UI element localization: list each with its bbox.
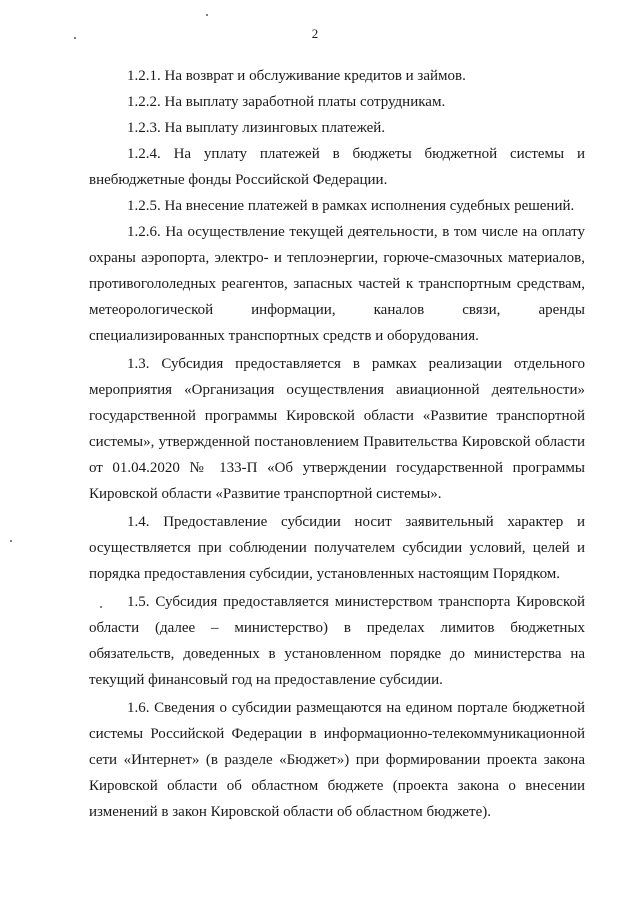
paragraph-1-2-1: 1.2.1. На возврат и обслуживание кредитов и займов. (127, 68, 466, 84)
paragraph-1-2-4: 1.2.4. На уплату платежей в бюджеты бюджетной системы и внебюджетные фонды Российской Федерации. (89, 146, 585, 188)
paragraph-1-2-5: 1.2.5. На внесение платежей в рамках исполнения судебных решений. (127, 198, 575, 214)
paragraph-1-3: 1.3. Субсидия предоставляется в рамках реализации отдельного мероприятия «Организация осуществления авиационной деятельности» государственной программы Кировской области «Развитие транспортной системы», утвержденной постановлением Правительства Кировской области от 01.04.2020 № 133-П «Об утверждении государственной программы Кировской области «Развитие транспортной системы». (89, 356, 585, 502)
paragraph-1-5: 1.5. Субсидия предоставляется министерством транспорта Кировской области (далее – министерство) в пределах лимитов бюджетных обязательств, доведенных в установленном порядке до министерства на текущий финансовый год на предоставление субсидии. (89, 594, 585, 688)
scan-speck (10, 540, 12, 542)
paragraph-1-2-2: 1.2.2. На выплату заработной платы сотрудникам. (127, 94, 446, 110)
paragraph-1-2-3: 1.2.3. На выплату лизинговых платежей. (127, 120, 386, 136)
paragraph-1-2-6: 1.2.6. На осуществление текущей деятельности, в том числе на оплату охраны аэропорта, электро- и теплоэнергии, горюче-смазочных материалов, противогололедных реагентов, запасных частей к транспортным средствам, метеорологической информации, каналов связи, аренды специализированных транспортных средств и оборудования. (89, 224, 585, 344)
document-body (89, 63, 585, 825)
scan-speck (206, 14, 208, 16)
paragraph-1-4: 1.4. Предоставление субсидии носит заявительный характер и осуществляется при соблюдении получателем субсидии условий, целей и порядка предоставления субсидии, установленных настоящим Порядком. (89, 514, 585, 582)
paragraph-1-6: 1.6. Сведения о субсидии размещаются на едином портале бюджетной системы Российской Федерации в информационно-телекоммуникационной сети «Интернет» (в разделе «Бюджет») при формировании проекта закона Кировской области об областном бюджете (проекта закона о внесении изменений в закон Кировской области об областном бюджете). (89, 700, 585, 820)
page-number: 2 (311, 26, 319, 41)
